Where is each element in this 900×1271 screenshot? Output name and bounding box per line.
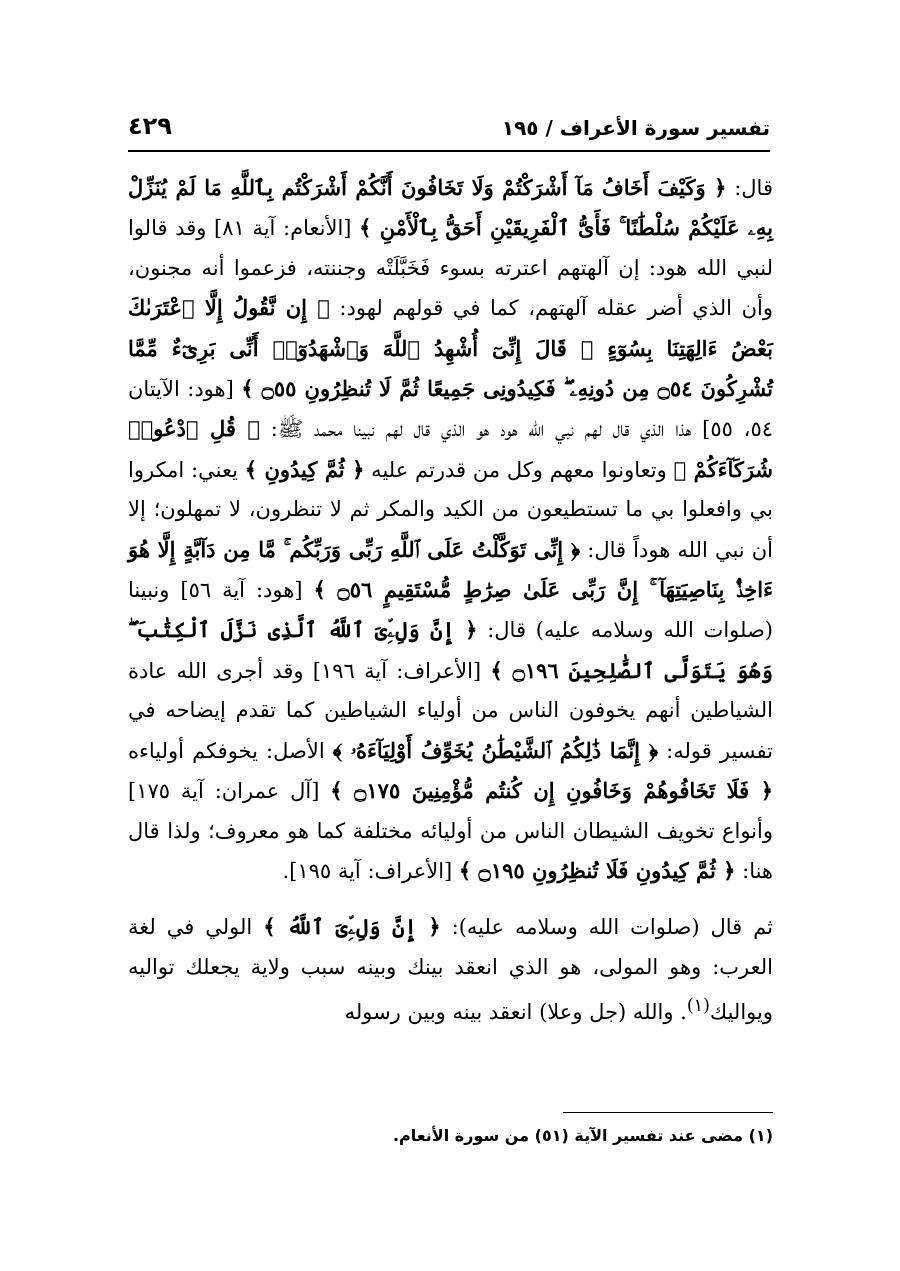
quran-quote: ﴿ وَكَيْفَ أَخَافُ مَآ أَشْرَكْتُمْ وَلَا تَخَافُونَ أَنَّكُمْ أَشْرَكْتُم بِٱللَّهِ مَا لَمْ يُنَزِّلْ بِهِۦ عَلَيْكُمْ سُلْطَٰنًا ۚ فَأَىُّ ٱلْفَرِيقَيْنِ أَحَقُّ بِٱلْأَمْنِ ﴾ <box>128 175 774 241</box>
body-text-run: الأصل: يخوفكم أولياءه <box>128 738 333 763</box>
body-text-run: [هود: آية ٥٦] ونبينا (صلوات الله وسلامه عليه) قال: <box>128 578 773 643</box>
paragraph-1 <box>128 168 773 891</box>
body-text-run: . والله (جل وعلا) انعقد بينه وبين رسوله <box>344 1000 687 1025</box>
footnote-marker: (١) <box>686 996 710 1017</box>
quran-quote: ﴿ إِن نَّقُولُ إِلَّا ٱعْتَرَىٰكَ بَعْضُ ءَالِهَتِنَا بِسُوٓءٍ ۗ قَالَ إِنِّىٓ أُشْهِدُ ٱللَّهَ وَٱشْهَدُوٓا۟ أَنِّى بَرِىٓءٌ مِّمَّا تُشْرِكُونَ ۝٥٤ مِن دُونِهِۦ ۖ فَكِيدُونِى جَمِيعًا ثُمَّ لَا تُنظِرُونِ ۝٥٥ ﴾ <box>128 295 773 402</box>
body-text-run: وتعاونوا معهم وكل من قدرتم عليه <box>364 457 674 482</box>
paragraph-2 <box>128 907 773 1032</box>
body-text-run: [الأنعام: آية ٨١] وقد قالوا لنبي الله هود: إن آلهتهم اعترته بسوء فَخَبَّلَتْه وجننته، فزعموا أنه مجنون، وأن الذي أضر عقله آلهتهم، كما في قولهم لهود: <box>128 216 774 321</box>
quran-quote: ﴿ ثُمَّ كِيدُونِ ﴾ <box>244 456 365 482</box>
body-text-run: [آل عمران: آية ١٧٥] وأنواع تخويف الشيطان الناس من أوليائه مختلفة كما هو معروف؛ ولذا قال هنا: <box>128 779 773 883</box>
footnote: (١) مضى عند تفسير الآية (٥١) من سورة الأنعام. <box>392 1126 773 1145</box>
quran-quote: ﴿ إِنَّمَا ذَٰلِكُمُ ٱلشَّيْطَٰنُ يُخَوِّفُ أَوْلِيَآءَهُۥ ﴾ <box>332 737 659 763</box>
header-rule <box>128 150 770 152</box>
body-text <box>128 168 773 1033</box>
footnote-rule <box>563 1112 773 1113</box>
quran-quote: ﴿ قُلِ ٱدْعُوا۟ شُرَكَآءَكُمْ ﴾ <box>128 416 774 482</box>
body-text-run: [الأعراف: آية ١٩٦] وقد أجرى الله عادة الشياطين أنهم يخوفون الناس من أولياء الشياطين كما تقدم إيضاحه في تفسير قوله: <box>128 658 773 763</box>
body-text-run: يعني: امكروا بي وافعلوا بي ما تستطيعون من الكيد والمكر ثم لا تنظرون، لا تمهلون؛ إلا أن نبي الله هوداً قال: <box>128 457 773 562</box>
quran-quote: ﴿ إِنَّ وَلِۦِّىَ ٱللَّهُ ﴾ <box>263 914 441 940</box>
page-header <box>128 112 770 152</box>
quran-quote: ﴿ ثُمَّ كِيدُونِ فَلَا تُنظِرُونِ ۝١٩٥ ﴾ <box>458 857 736 883</box>
body-text-run: [الأعراف: آية ١٩٥]. <box>282 858 459 883</box>
quran-quote: ﴿ إِنَّ وَلِۦِّىَ ٱللَّهُ ٱلَّذِى نَزَّلَ ٱلْكِتَٰبَ ۖ وَهُوَ يَتَوَلَّى ٱلصَّٰلِحِينَ ۝١٩٦ ﴾ <box>128 617 773 683</box>
body-text-run: [هود: الآيتان ٥٤، ٥٥] هذا الذي قال لهم نبي الله هود هو الذي قال لهم نبينا محمد ﷺ: <box>128 377 774 442</box>
quran-quote: ﴿ إِنِّى تَوَكَّلْتُ عَلَى ٱللَّهِ رَبِّى وَرَبِّكُم ۚ مَّا مِن دَآبَّةٍ إِلَّا هُوَ ءَاخِذٌۢ بِنَاصِيَتِهَآ ۚ إِنَّ رَبِّى عَلَىٰ صِرَٰطٍ مُّسْتَقِيمٍ ۝٥٦ ﴾ <box>128 536 774 603</box>
page-number: ٤٢٩ <box>128 112 172 140</box>
body-text-run: ثم قال (صلوات الله وسلامه عليه): <box>440 915 774 940</box>
running-title: تفسير سورة الأعراف / ١٩٥ <box>501 116 770 140</box>
body-text-run: الولي في لغة العرب: وهو المولى، هو الذي انعقد بينك وبينه سبب ولاية يجعلك تواليه ويواليك <box>128 915 773 1025</box>
quran-quote: ﴿ فَلَا تَخَافُوهُمْ وَخَافُونِ إِن كُنتُم مُّؤْمِنِينَ ۝١٧٥ ﴾ <box>330 778 774 804</box>
paragraph-gap <box>128 891 773 907</box>
body-text-run: قال: <box>726 176 773 200</box>
